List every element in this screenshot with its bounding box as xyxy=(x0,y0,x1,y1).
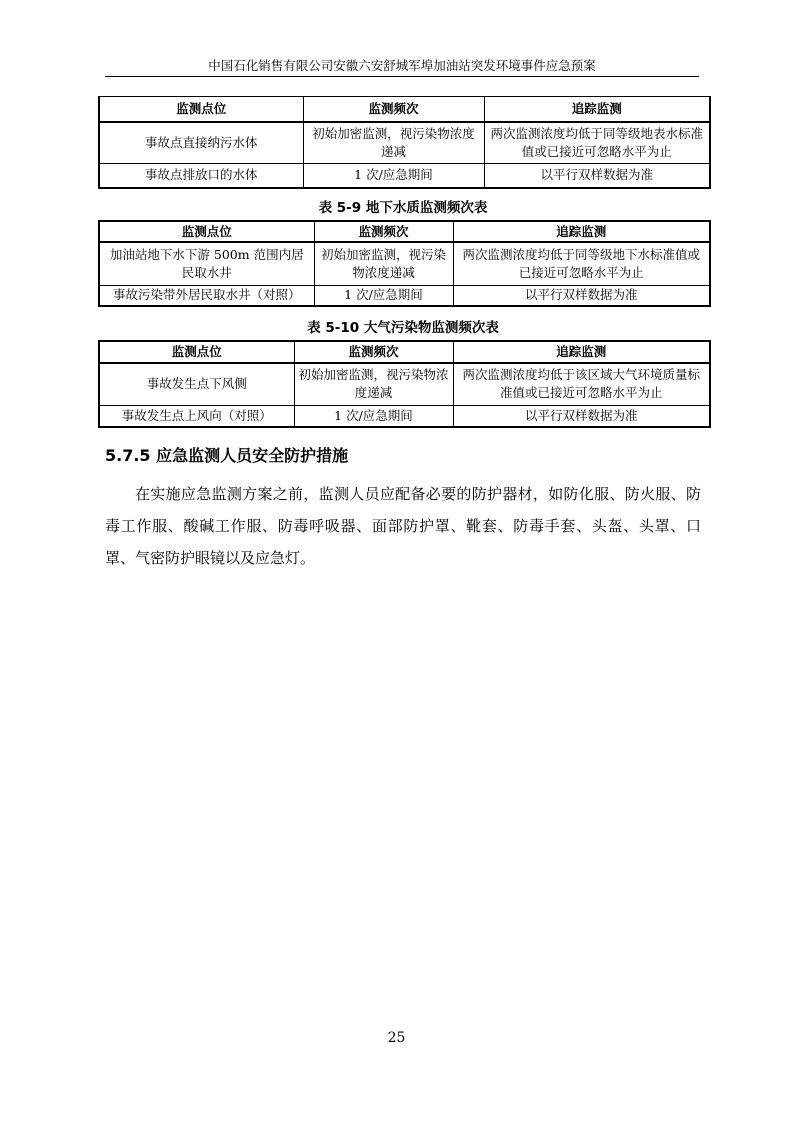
column-header: 监测频次 xyxy=(294,341,453,363)
column-header: 监测点位 xyxy=(99,221,314,242)
table-cell: 以平行双样数据为准 xyxy=(453,405,710,427)
table-cell: 初始加密监测，视污染物浓度递减 xyxy=(294,363,453,405)
table-cell: 初始加密监测，视污染物浓度递减 xyxy=(303,122,484,164)
table-cell: 以平行双样数据为准 xyxy=(484,164,710,188)
groundwater-monitoring-table xyxy=(98,220,711,307)
column-header: 追踪监测 xyxy=(484,97,710,122)
table-cell: 事故发生点上风向（对照） xyxy=(99,405,294,427)
body-paragraph: 在实施应急监测方案之前，监测人员应配备必要的防护器材，如防化服、防火服、防毒工作服、酸碱工作服、防毒呼吸器、面部防护罩、靴套、防毒手套、头盔、头罩、口罩、气密防护眼镜以及应急灯。 xyxy=(105,485,701,567)
table-cell: 两次监测浓度均低于同等级地下水标准值或已接近可忽略水平为止 xyxy=(453,242,710,285)
table-cell: 事故点排放口的水体 xyxy=(99,164,303,188)
page-number: 25 xyxy=(387,1030,406,1046)
column-header: 监测频次 xyxy=(303,97,484,122)
page-header: 中国石化销售有限公司安徽六安舒城军埠加油站突发环境事件应急预案 xyxy=(208,58,596,73)
table-cell: 两次监测浓度均低于该区域大气环境质量标准值或已接近可忽略水平为止 xyxy=(453,363,710,405)
column-header: 监测点位 xyxy=(99,97,303,122)
table-cell: 两次监测浓度均低于同等级地表水标准值或已接近可忽略水平为止 xyxy=(484,122,710,164)
table-row xyxy=(99,242,710,285)
column-header: 追踪监测 xyxy=(453,221,710,242)
table-cell: 以平行双样数据为准 xyxy=(453,285,710,306)
table-cell: 1 次/应急期间 xyxy=(303,164,484,188)
column-header: 追踪监测 xyxy=(453,341,710,363)
table-cell: 1 次/应急期间 xyxy=(294,405,453,427)
column-header: 监测点位 xyxy=(99,341,294,363)
table-cell: 1 次/应急期间 xyxy=(314,285,453,306)
table-cell: 初始加密监测，视污染物浓度递减 xyxy=(314,242,453,285)
table-cell: 事故发生点下风侧 xyxy=(99,363,294,405)
air-pollutant-monitoring-table xyxy=(98,340,711,428)
table-cell: 事故点直接纳污水体 xyxy=(99,122,303,164)
table-row xyxy=(99,164,710,188)
section-heading: 5.7.5 应急监测人员安全防护措施 xyxy=(105,446,349,465)
table-caption: 表 5-9 地下水质监测频次表 xyxy=(318,200,488,216)
table-cell: 事故污染带外居民取水井（对照） xyxy=(99,285,314,306)
table-row xyxy=(99,363,710,405)
table-row xyxy=(99,122,710,164)
table-row xyxy=(99,285,710,306)
surface-water-monitoring-table xyxy=(98,96,711,189)
table-caption: 表 5-10 大气污染物监测频次表 xyxy=(307,320,499,336)
table-cell: 加油站地下水下游 500m 范围内居民取水井 xyxy=(99,242,314,285)
table-row xyxy=(99,405,710,427)
column-header: 监测频次 xyxy=(314,221,453,242)
header-divider xyxy=(105,76,699,77)
